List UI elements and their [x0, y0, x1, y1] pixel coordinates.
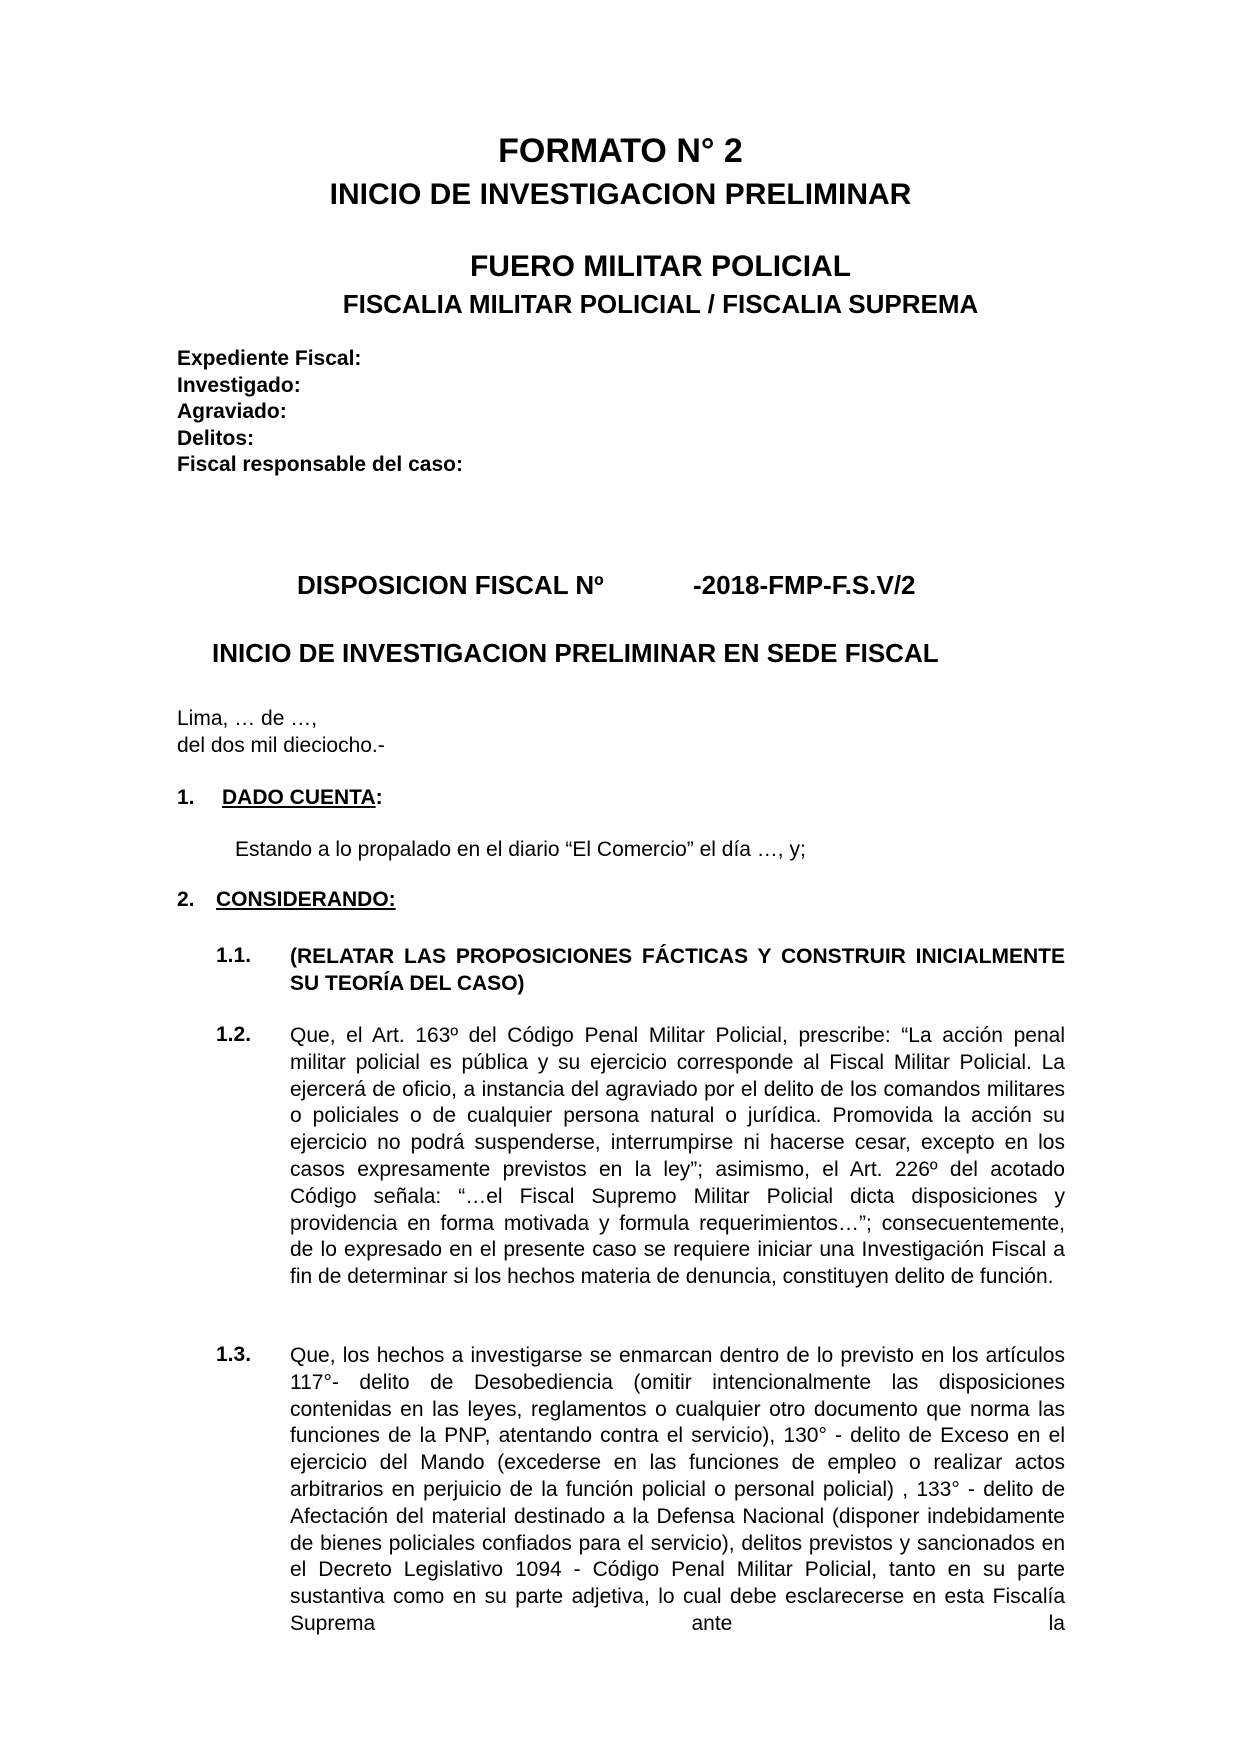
field-investigado: Investigado: [177, 373, 301, 397]
field-expediente: Expediente Fiscal: [177, 347, 362, 370]
item-text-1-1: (RELATAR LAS PROPOSICIONES FÁCTICAS Y CONSTRUIR INICIALMENTE SU TEORÍA DEL CASO) [290, 945, 1065, 995]
date-line-1: Lima, … de …, [177, 707, 318, 730]
item-number-1-1: 1.1. [216, 944, 252, 967]
format-title: FORMATO N° 2 [498, 132, 743, 170]
case-fields [177, 346, 463, 479]
section-1-colon: : [375, 786, 383, 809]
date-block [177, 705, 385, 759]
item-number-1-2: 1.2. [216, 1023, 252, 1046]
section-2-title: CONSIDERANDO: [216, 888, 396, 911]
institution-title: FUERO MILITAR POLICIAL [469, 250, 852, 283]
field-agraviado: Agraviado: [177, 400, 287, 423]
format-subtitle: INICIO DE INVESTIGACION PRELIMINAR [329, 178, 912, 211]
section-2-number: 2. [177, 888, 195, 911]
section-1-title: DADO CUENTA [222, 786, 376, 809]
disposicion-label: DISPOSICION FISCAL Nº [297, 570, 604, 600]
item-text-1-2: Que, el Art. 163º del Código Penal Militar Policial, prescribe: “La acción penal militar policial es pública y su ejercicio corresponde al Fiscal Militar Policial. La ejercerá de oficio, a instancia del agraviado por el delito de los comandos militares o policiales o de cualquier persona natural o jurídica. Promovida la acción su ejercicio no podrá suspenderse, interrumpirse ni hacerse cesar, excepto en los casos expresamente previstos en la ley”; asimismo, el Art. 226º del acotado Código señala: “…el Fiscal Supremo Militar Policial dicta disposiciones y providencia en forma motivada y formula requerimientos…”; consecuentemente, de lo expresado en el presente caso se requiere iniciar una Investigación Fiscal a fin de determinar si los hechos materia de denuncia, constituyen delito de función. [290, 1024, 1065, 1289]
disposicion-number: -2018-FMP-F.S.V/2 [693, 570, 916, 600]
field-fiscal: Fiscal responsable del caso: [177, 453, 463, 476]
section-1-heading [222, 786, 383, 810]
item-number-1-3: 1.3. [216, 1343, 252, 1366]
section-1-number: 1. [177, 786, 195, 809]
fiscalia-title: FISCALIA MILITAR POLICIAL / FISCALIA SUPREMA [342, 289, 979, 319]
section-1-text: Estando a lo propalado en el diario “El Comercio” el día …, y; [235, 838, 806, 861]
item-text-1-3: Que, los hechos a investigarse se enmarcan dentro de lo previsto en los artículos 117°- delito de Desobediencia (omitir intencionalmente las disposiciones contenidas en las leyes, reglamentos o cualquier otro documento que norma las funciones de la PNP, atentando contra el servicio), 130° - delito de Exceso en el ejercicio del Mando (excederse en las funciones de empleo o realizar actos arbitrarios en perjuicio de la función policial o personal policial) , 133° - delito de Afectación del material destinado a la Defensa Nacional (disponer indebidamente de bienes policiales confiados para el servicio), delitos previstos y sancionados en el Decreto Legislativo 1094 - Código Penal Militar Policial, tanto en su parte sustantiva como en su parte adjetiva, lo cual debe esclarecerse en esta Fiscalía Suprema ante la [290, 1344, 1065, 1635]
disposicion-subtitle: INICIO DE INVESTIGACION PRELIMINAR EN SEDE FISCAL [212, 638, 939, 668]
date-line-2: del dos mil dieciocho.- [177, 734, 385, 757]
field-delitos: Delitos: [177, 426, 255, 450]
